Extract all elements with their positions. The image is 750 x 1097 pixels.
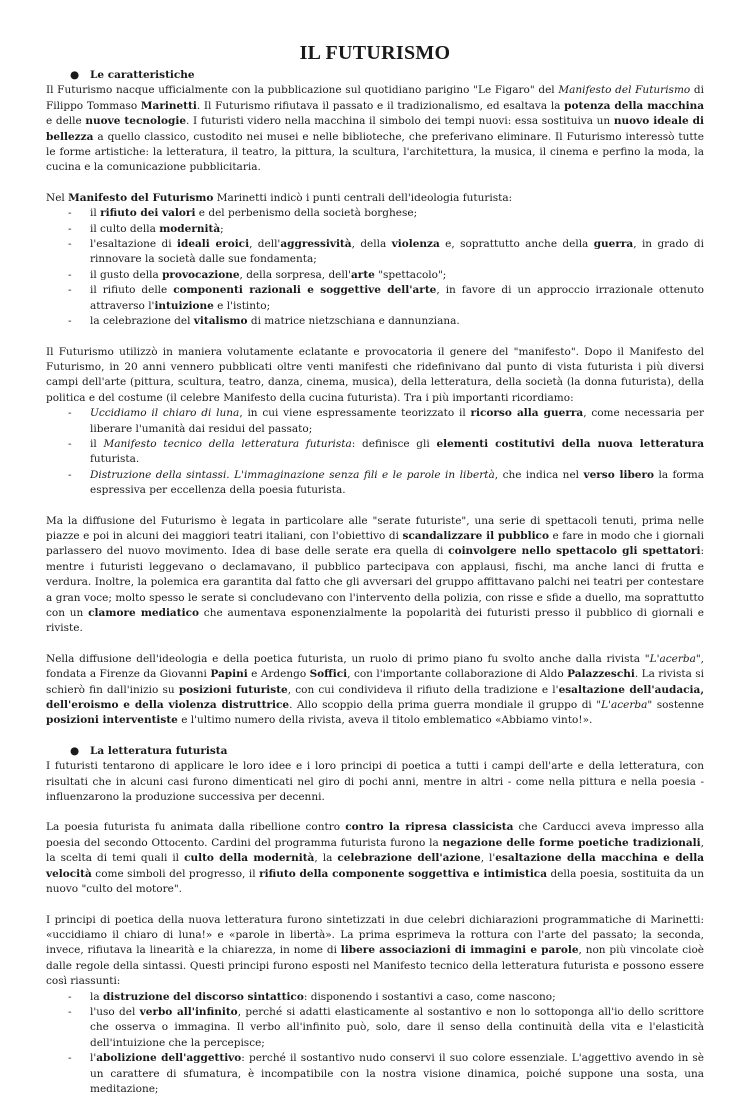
text-run: , della sorpresa, dell' [239,268,351,281]
bold-text: provocazione [162,268,240,281]
bold-text: verso libero [583,468,655,481]
text-run: e delle [46,115,86,128]
bold-text: contro la ripresa classicista [345,821,514,834]
dash-icon: - [68,437,72,450]
bold-text: Palazzeschi [567,668,635,681]
list-item [68,222,704,237]
list-item [68,437,705,468]
text-run: e fare in modo che i giornali parlassero del nuovo movimento. Idea di base delle serate era quella di [46,529,704,558]
dash-icon: - [68,990,72,1003]
paragraph [46,83,704,175]
bold-text: scandalizzare il pubblico [402,529,549,542]
italic-text: Uccidiamo il chiaro di luna [90,407,240,420]
text-run: , con cui condivideva il rifiuto della tradizione e l' [287,683,559,696]
bold-text: Soffici [309,668,348,681]
text-run: , della [351,238,392,251]
text-run: che aumentava esponenzialmente la popolarità dei futuristi presso il pubblico di giornali e riviste. [46,607,705,635]
text-run: e l'ultimo numero della rivista, aveva il titolo emblematico «Abbiamo vinto!». [177,714,593,727]
section-heading-label: Le caratteristiche [90,69,195,81]
list-item [68,1051,704,1097]
text-run: la celebrazione del [90,315,194,328]
bold-text: ricorso alla guerra [470,407,584,420]
text-run: . Il Futurismo rifiutava il passato e il tradizionalismo, ed esaltava la [196,99,565,112]
text-run: il [90,437,104,450]
text-run: Nella diffusione dell'ideologia e della poetica futurista, un ruolo di primo piano fu svolto anche dalla rivista " [46,652,650,665]
dash-icon: - [68,284,72,297]
text-run: e Ardengo [247,668,310,681]
bold-text: rifiuto dei valori [100,207,196,220]
list-item [68,206,704,221]
bold-text: culto della modernità [184,852,315,865]
bold-text: verbo all'infinito [139,1005,238,1018]
dash-list [46,990,704,1097]
section-heading-label: La letteratura futurista [90,744,228,757]
dash-icon: - [68,207,72,220]
text-run: . Allo scoppio della prima guerra mondiale il gruppo di " [289,699,602,712]
text-run: , come necessaria per liberare l'umanità dai residui del passato; [90,407,704,435]
text-run: di Filippo Tommaso [46,84,704,112]
text-run: : definisce gli [351,437,437,450]
bold-text: violenza [391,238,440,251]
bold-text: posizioni interventiste [46,714,178,727]
bullet-icon: ● [70,744,80,757]
paragraph [46,820,704,897]
text-run: Marinetti indicò i punti centrali dell'ideologia futurista: [213,191,513,204]
dash-icon: - [68,222,72,235]
list-item [68,990,704,1005]
text-run: . La rivista si schierò fin dall'inizio su [46,668,705,696]
paragraph [46,191,704,206]
bold-text: celebrazione dell'azione [337,852,481,865]
text-run: , la [314,852,338,865]
text-run: ", fondata a Firenze da Giovanni [46,652,704,681]
text-run: , che indica nel [494,468,584,481]
text-run: l' [90,1052,97,1065]
list-item [68,283,704,314]
bold-text: aggressività [280,238,352,251]
text-run: ; [220,222,224,235]
dash-icon: - [68,407,72,420]
bold-text: nuovo ideale di bellezza [46,115,704,143]
text-run: , con l'importante collaborazione di Aldo [347,668,568,681]
bold-text: guerra [593,238,634,251]
text-run: che Carducci aveva impresso alla poesia del secondo Ottocento. Cardini del programma futurista furono la [46,821,704,849]
bold-text: Manifesto del Futurismo [68,191,214,204]
list-item [68,237,704,268]
bold-text: Papini [210,668,248,681]
bold-text: esaltazione dell'audacia, dell'eroismo e della violenza distruttrice [46,683,704,712]
bold-text: distruzione del discorso sintattico [102,990,304,1003]
dash-icon: - [68,268,72,281]
text-run: il gusto della [90,268,163,281]
list-item [68,406,704,437]
text-run: della poesia, sostituita da un nuovo "culto del motore". [46,867,704,896]
bold-text: arte [351,268,375,281]
paragraph [46,652,704,729]
bold-text: intuizione [154,299,214,312]
list-item [68,1005,705,1051]
paragraph [46,514,704,637]
paragraph [46,759,704,805]
text-run: a quello classico, custodito nei musei e nelle biblioteche, che preferivano eliminare. Il Futurismo interessò tutte le forme artistiche: la letteratura, il teatro, la pittura, la scultura, l'architettura, la musica, il cinema e perfino la moda, la cucina e la comunicazione pubblicitaria. [46,130,704,174]
dash-icon: - [68,1052,72,1065]
text-run: La poesia futurista fu animata dalla ribellione contro [46,821,346,834]
italic-text: L'acerba [649,652,696,665]
text-run: , in grado di rinnovare la società dalle sue fondamenta; [90,238,704,266]
text-run: e, soprattutto anche della [439,238,594,251]
text-run: " sostenne [647,699,704,712]
text-run: : disponendo i sostantivi a caso, come nascono; [303,990,556,1003]
text-run: Ma la diffusione del Futurismo è legata in particolare alle "serate futuriste", una serie di spettacoli tenuti, prima nelle piazze e poi in alcuni dei maggiori teatri italiani, con l'obiettivo di [46,514,704,542]
list-item [68,268,704,283]
bold-text: vitalismo [193,315,248,328]
text-run: e del perbenismo della società borghese; [195,207,418,220]
bold-text: componenti razionali e soggettive dell'arte [173,284,437,297]
text-run: Il Futurismo nacque ufficialmente con la pubblicazione sul quotidiano parigino "Le Figaro" del [46,84,559,97]
text-run: l'uso del [90,1005,140,1018]
text-run: : perché il sostantivo nudo conservi il suo colore essenziale. L'aggettivo avendo in sè un carattere di sfumatura, è incompatibile con la nostra visione dinamica, poiché suppone una sosta, una meditazione; [90,1052,704,1095]
paragraph [46,913,704,990]
bullet-icon: ● [70,69,80,81]
text-run: I futuristi tentarono di applicare le loro idee e i loro principi di poetica a tutti i campi dell'arte e della letteratura, con risultati che in alcuni casi furono dimenticati nel giro di pochi anni, mentre in altri - come nella pittura e nella poesia - influenzarono la produzione successiva per decenni. [46,760,704,804]
text-run: , non più vincolate cioè dalle regole della sintassi. Questi principi furono esposti nel Manifesto tecnico della letteratura futurista e possono essere così riassunti: [46,944,704,988]
text-run: , l' [480,852,496,865]
bold-text: nuove tecnologie [85,115,186,128]
text-run: : mentre i futuristi leggevano o declamavano, il pubblico partecipava con applausi, fischi, ma anche lanci di frutta e verdura. Inoltre, la polemica era garantita dal fatto che gli avversari del gruppo affittavano palchi nei teatri per contestare a gran voce; molto spesso le serate si concludevano con l'intervento della polizia, con risse e sfide a duello, ma soprattutto con un [46,545,704,619]
bold-text: potenza della macchina [564,99,705,112]
dash-list [46,206,704,329]
dash-list [46,406,704,498]
bold-text: Marinetti [140,99,197,112]
text-run: futurista. [90,453,140,466]
text-run: , perché si adatti elasticamente al sostantivo e non lo sottoponga all'io dello scrittore che osserva o immagina. Il verbo all'infinito può, solo, dare il senso della continuità della vita e l'elasticità dell'intuizione che la percepisce; [90,1005,705,1049]
bold-text: elementi costitutivi della nuova letteratura [436,437,705,450]
italic-text: Manifesto tecnico della letteratura futurista [103,437,352,450]
text-run: di matrice nietzschiana e dannunziana. [247,315,460,328]
section-heading-caratteristiche [46,68,704,83]
section-heading-letteratura [46,744,704,759]
text-run: il rifiuto delle [90,284,174,297]
dash-icon: - [68,1005,72,1018]
bold-text: libere associazioni di immagini e parole [340,944,579,957]
text-run: , in favore di un approccio irrazionale ottenuto attraverso l' [90,284,704,312]
page-title: IL FUTURISMO [299,42,451,64]
text-run: , in cui viene espressamente teorizzato il [239,407,471,420]
text-run: Nel [46,191,69,204]
dash-icon: - [68,238,72,251]
dash-icon: - [68,468,72,481]
italic-text: L'acerba [601,699,648,712]
bold-text: coinvolgere nello spettacolo gli spettatori [448,545,701,558]
bold-text: abolizione dell'aggettivo [96,1052,242,1065]
text-run: l'esaltazione di [90,238,177,251]
text-run: "spettacolo"; [374,268,447,281]
paragraph [46,345,704,407]
dash-icon: - [68,315,72,328]
list-item [68,468,704,499]
text-run: la [90,990,103,1003]
text-run: come simboli del progresso, il [91,867,260,880]
text-run: e l'istinto; [213,299,271,312]
text-run: il [90,207,101,220]
text-run: , la scelta di temi quali il [46,836,704,865]
text-run: il culto della [90,222,160,235]
text-run: Il Futurismo utilizzò in maniera volutamente eclatante e provocatoria il genere del "manifesto". Dopo il Manifesto del Futurismo, in 20 anni vennero pubblicati oltre venti manifesti che ridefinivano dal punto di vista futurista i più diversi campi dell'arte (pittura, scultura, teatro, danza, cinema, musica), della letteratura, della società (la donna futurista), della politica e del costume (il celebre Manifesto della cucina futurista). Tra i più importanti ricordiamo: [46,345,704,404]
bold-text: ideali eroici [176,238,250,251]
bold-text: clamore mediatico [88,607,199,619]
text-run: , dell' [249,238,281,251]
bold-text: esaltazione della macchina e della velocità [46,852,704,880]
bold-text: rifiuto della componente soggettiva e intimistica [259,867,547,880]
list-item [68,314,704,329]
italic-text: Distruzione della sintassi. L'immaginazione senza fili e le parole in libertà [90,468,495,481]
bold-text: modernità [159,222,221,235]
bold-text: negazione delle forme poetiche tradizionali [442,836,701,849]
bold-text: posizioni futuriste [178,683,288,696]
text-run: I principi di poetica della nuova letteratura furono sintetizzati in due celebri dichiarazioni programmatiche di Marinetti: «uccidiamo il chiaro di luna!» e «parole in libertà». La prima esprimeva la rottura con l'arte del passato; la seconda, invece, rifiutava la linearità e la chiarezza, in nome di [46,913,704,957]
italic-text: Manifesto del Futurismo [558,84,691,97]
text-run: la forma espressiva per eccellenza della poesia futurista. [90,468,704,497]
text-run: . I futuristi videro nella macchina il simbolo dei tempi nuovi: essa sostituiva un [186,115,614,128]
